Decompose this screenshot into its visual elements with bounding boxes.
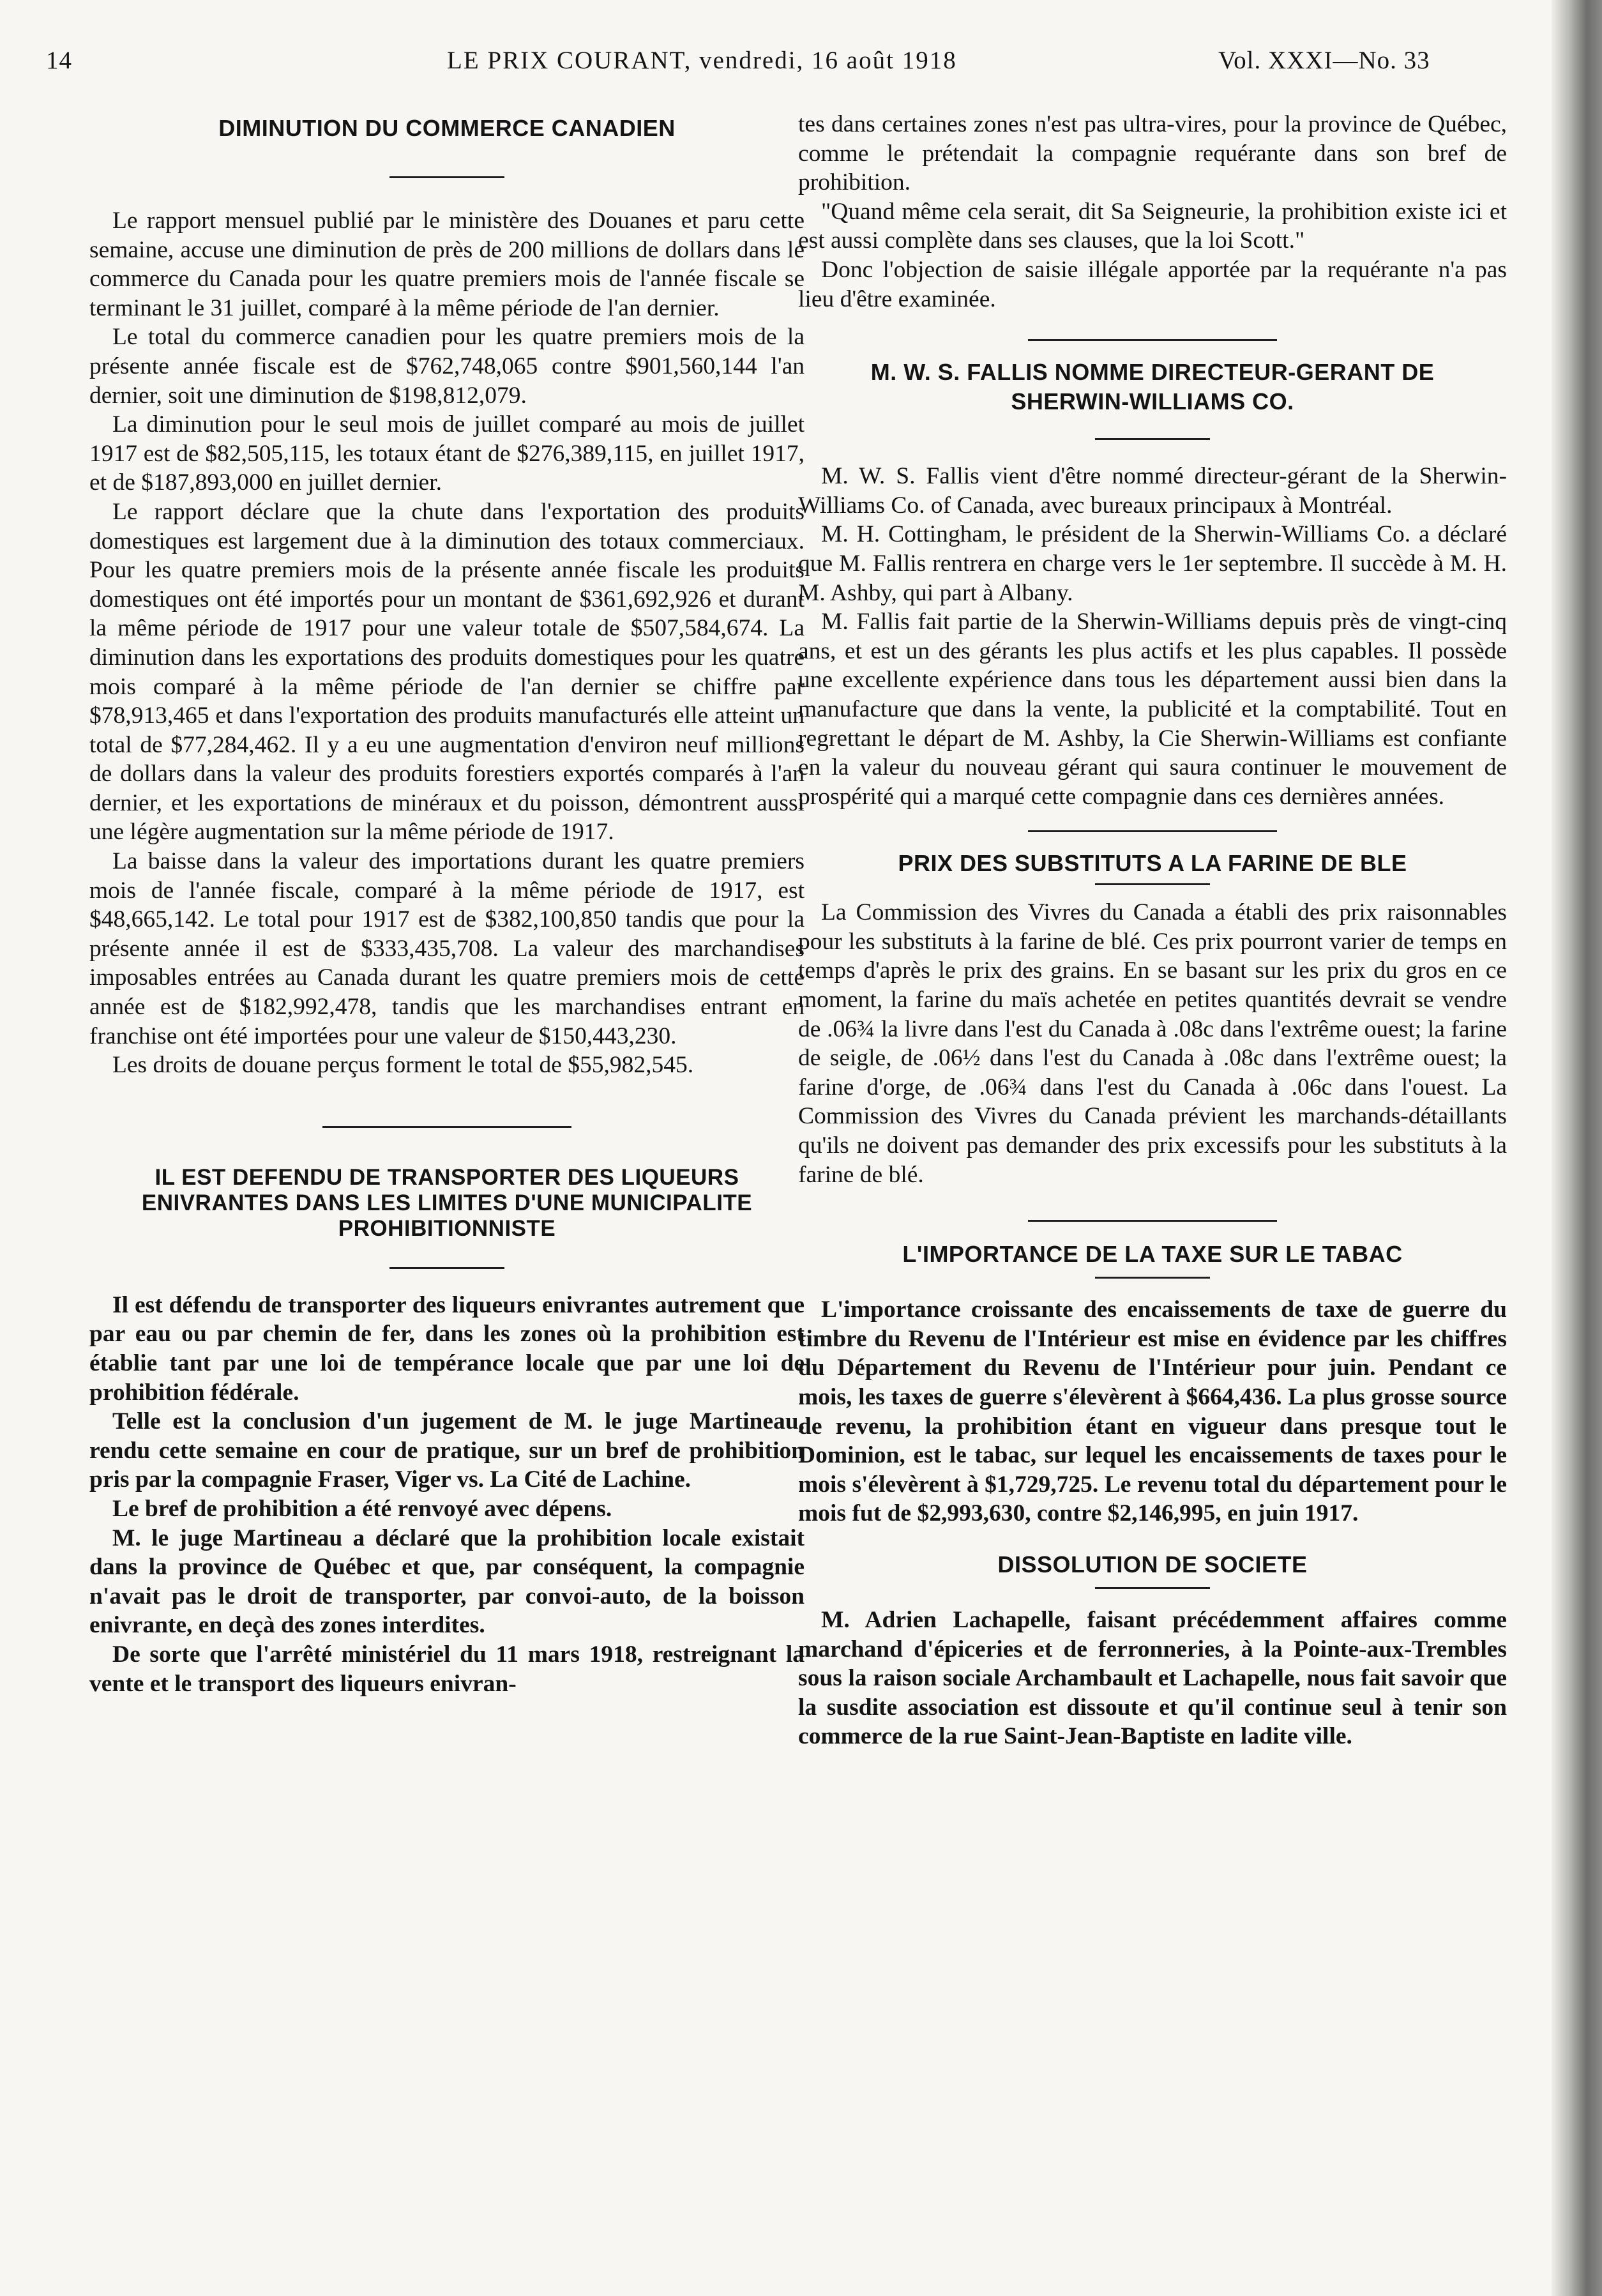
page-number: 14 <box>46 47 72 74</box>
heading-rule <box>1095 883 1210 885</box>
paragraph: L'importance croissante des encaissements de taxe de guerre du timbre du Revenu de l'Intérieur est mise en évidence par les chiffres du Département du Revenu de l'Intérieur pour juin. Pendant ce mois, les taxes de guerre s'élevèrent à $664,436. La plus grosse source de revenu, la prohibition étant en vigueur dans presque tout le Dominion, est le tabac, sur lequel les encaissements de taxes pour le mois s'élevèrent à $1,729,725. Le revenu total du département pour le mois fut de $2,993,630, contre $2,146,995, en juin 1917. <box>798 1296 1507 1527</box>
heading-rule <box>1095 1277 1210 1279</box>
article-heading-fallis: M. W. S. FALLIS NOMME DIRECTEUR-GERANT DE SHERWIN-WILLIAMS CO. <box>870 359 1435 415</box>
heading-rule <box>1095 1587 1210 1589</box>
page-binding-edge <box>1552 0 1602 2296</box>
paragraph: Donc l'objection de saisie illégale apportée par la requérante n'a pas lieu d'être examinée. <box>798 256 1507 312</box>
paragraph: La Commission des Vivres du Canada a établi des prix raisonnables pour les substituts à la farine de blé. Ces prix pourront varier de temps en temps d'après le prix des grains. En se basant sur les prix du gros en ce moment, la farine du maïs achetée en petites quantités devrait se vendre de .06¾ la livre dans l'est du Canada à .08c dans l'extrême ouest; la farine de seigle, de .06½ dans l'est du Canada à .08c dans l'extrême ouest; la farine d'orge, de .06¾ dans l'est du Canada à .06c dans l'ouest. La Commission des Vivres du Canada prévient les marchands-détaillants qu'ils ne doivent pas demander des prix excessifs pour les substituts à la farine de blé. <box>798 899 1507 1188</box>
paragraph: tes dans certaines zones n'est pas ultra-vires, pour la province de Québec, comme le prétendait la compagnie requérante dans son bref de prohibition. <box>798 111 1507 196</box>
article-heading-commerce: DIMINUTION DU COMMERCE CANADIEN <box>218 115 676 141</box>
article-heading-flour: PRIX DES SUBSTITUTS A LA FARINE DE BLE <box>898 850 1407 877</box>
section-rule <box>322 1126 571 1128</box>
left-column <box>89 109 805 1698</box>
paragraph: Le rapport mensuel publié par le ministère des Douanes et paru cette semaine, accuse une diminution de près de 200 millions de dollars dans le commerce du Canada pour les quatre premiers mois de l'année fiscale se terminant le 31 juillet, comparé à la même période de l'an dernier. <box>89 208 805 321</box>
running-title: LE PRIX COURANT, vendredi, 16 août 1918 <box>447 47 957 74</box>
paragraph: De sorte que l'arrêté ministériel du 11 mars 1918, restreignant la vente et le transport des liqueurs enivran- <box>89 1641 805 1697</box>
section-rule <box>1028 830 1277 832</box>
paragraph: La baisse dans la valeur des importations durant les quatre premiers mois de l'année fiscale, comparé à la même période de 1917, est $48,665,142. Le total pour 1917 est de $382,100,850 tandis que pour la présente année il est de $333,435,708. La valeur des marchandises imposables entrées au Canada durant les quatre premiers mois de cette année est de $182,992,478, tandis que les marchandises entrant en franchise ont été importées pour une valeur de $150,443,230. <box>89 848 805 1049</box>
paragraph: M. Adrien Lachapelle, faisant précédemment affaires comme marchand d'épiceries et de ferronneries, à la Pointe-aux-Trembles sous la raison sociale Archambault et Lachapelle, nous fait savoir que la susdite association est dissoute et qu'il continue seul à tenir son commerce de la rue Saint-Jean-Baptiste en ladite ville. <box>798 1606 1507 1750</box>
paragraph: M. H. Cottingham, le président de la Sherwin-Williams Co. a déclaré que M. Fallis rentrera en charge vers le 1er septembre. Il succède à M. H. M. Ashby, qui part à Albany. <box>798 521 1507 606</box>
section-rule <box>1028 339 1277 341</box>
paragraph: Le bref de prohibition a été renvoyé avec dépens. <box>112 1495 612 1522</box>
heading-rule <box>389 1267 504 1269</box>
paragraph: M. Fallis fait partie de la Sherwin-Williams depuis près de vingt-cinq ans, et est un des gérants les plus actifs et les plus capables. Il possède une excellente expérience dans tous les département aussi bien dans la manufacture que dans la vente, la publicité et la comptabilité. Tout en regrettant le départ de M. Ashby, la Cie Sherwin-Williams est confiante en la valeur du nouveau gérant qui saura continuer le mouvement de prospérité qui a marqué cette compagnie dans ces dernières années. <box>798 609 1507 810</box>
section-rule <box>1028 1220 1277 1222</box>
paragraph: Il est défendu de transporter des liqueurs enivrantes autrement que par eau ou par chemin de fer, dans les zones où la prohibition est établie tant par une loi de tempérance locale que par une loi de prohibition fédérale. <box>89 1291 805 1406</box>
volume-number: Vol. XXXI—No. 33 <box>1218 47 1430 74</box>
paragraph: Le rapport déclare que la chute dans l'exportation des produits domestiques est largement due à la diminution des totaux commerciaux. Pour les quatre premiers mois de la présente année fiscale les produits domestiques ont été importés pour un montant de $361,692,926 et durant la même période de 1917 pour une valeur totale de $507,584,674. La diminution dans les exportations des produits domestiques pour les quatre mois comparé à la même période de l'an dernier se chiffre par $78,913,465 et dans l'exportation des produits manufacturés elle atteint un total de $77,284,462. Il y a eu une augmentation d'environ neuf millions de dollars dans la valeur des produits forestiers exportés comparés à l'an dernier, et les exportations de minéraux et du poisson, démontrent aussi une légère augmentation sur la même période de 1917. <box>89 498 805 846</box>
article-heading-dissolution: DISSOLUTION DE SOCIETE <box>997 1551 1308 1578</box>
heading-rule <box>389 176 504 178</box>
heading-rule <box>1095 438 1210 440</box>
paragraph: M. W. S. Fallis vient d'être nommé directeur-gérant de la Sherwin-Williams Co. of Canada, avec bureaux principaux à Montréal. <box>798 463 1507 519</box>
right-column <box>798 110 1507 1751</box>
paragraph: Les droits de douane perçus forment le total de $55,982,545. <box>112 1052 694 1079</box>
article-heading-transport: IL EST DEFENDU DE TRANSPORTER DES LIQUEURS ENIVRANTES DANS LES LIMITES D'UNE MUNICIPALITE PROHIBITIONNISTE <box>141 1164 753 1241</box>
paragraph: M. le juge Martineau a déclaré que la prohibition locale existait dans la province de Québec et que, par conséquent, la compagnie n'avait pas le droit de transporter, par convoi-auto, de la boisson enivrante, en deçà des zones interdites. <box>89 1524 805 1639</box>
paragraph: Telle est la conclusion d'un jugement de M. le juge Martineau, rendu cette semaine en cour de pratique, sur un bref de prohibition pris par la compagnie Fraser, Viger vs. La Cité de Lachine. <box>89 1408 805 1493</box>
paragraph: La diminution pour le seul mois de juillet comparé au mois de juillet 1917 est de $82,505,115, les totaux étant de $276,389,115, en juillet 1917, et de $187,893,000 en juillet dernier. <box>89 411 805 496</box>
paragraph: Le total du commerce canadien pour les quatre premiers mois de la présente année fiscale est de $762,748,065 contre $901,560,144 l'an dernier, soit une diminution de $198,812,079. <box>89 324 805 409</box>
article-heading-tobacco: L'IMPORTANCE DE LA TAXE SUR LE TABAC <box>902 1241 1403 1268</box>
paragraph: "Quand même cela serait, dit Sa Seigneurie, la prohibition existe ici et est aussi complète dans ses clauses, que la loi Scott." <box>798 198 1507 254</box>
